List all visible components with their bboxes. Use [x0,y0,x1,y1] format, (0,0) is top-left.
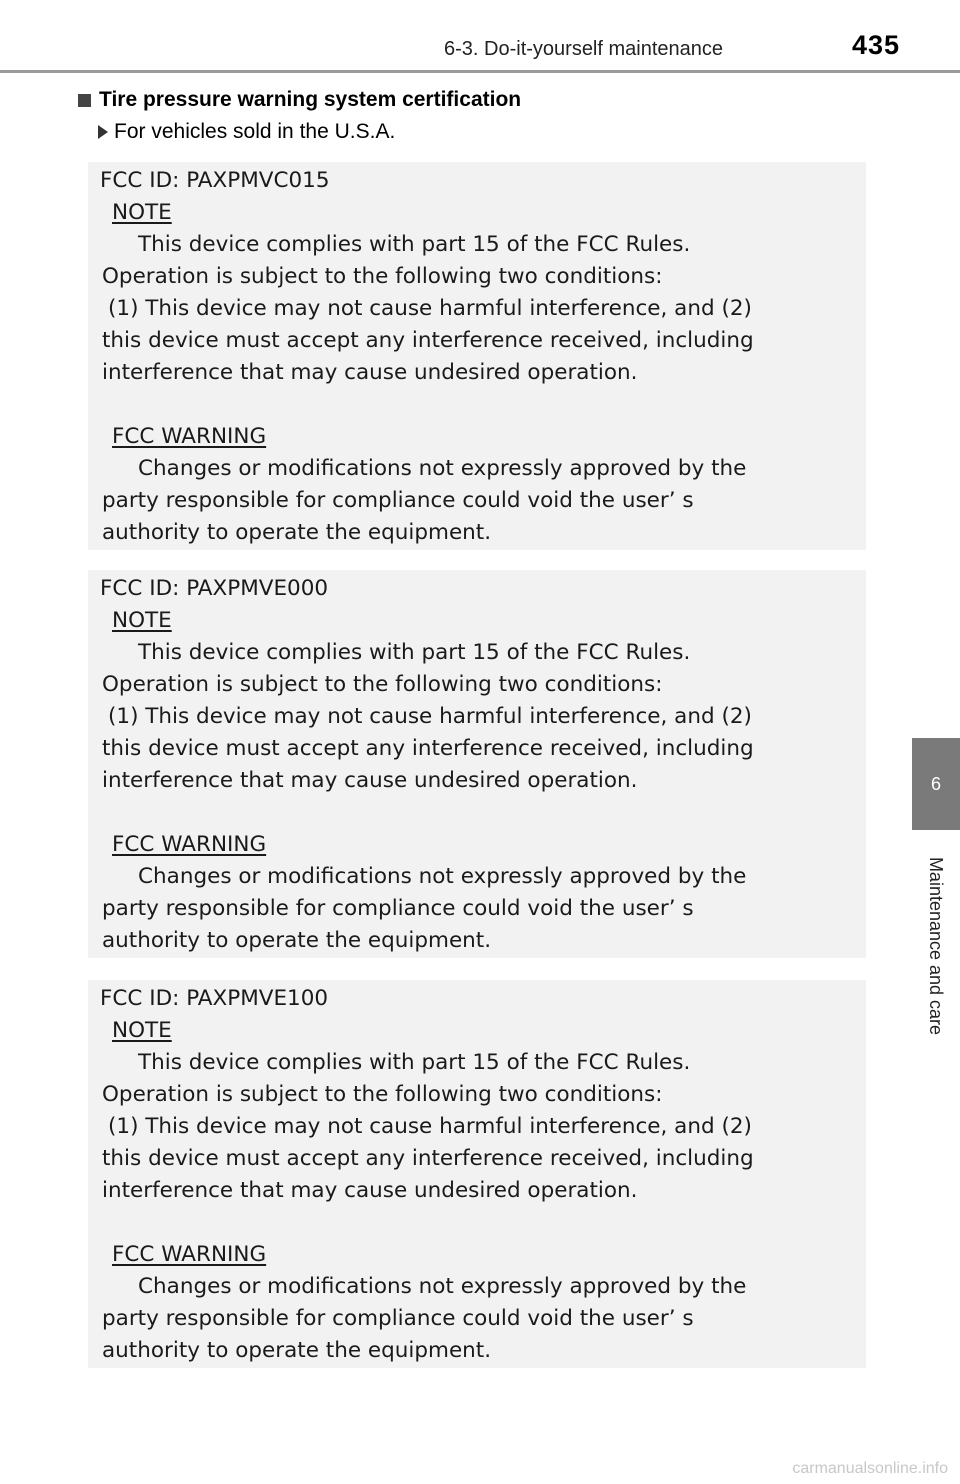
note-line: interference that may cause undesired operation. [102,1178,638,1203]
page-header [0,0,960,74]
note-title: NOTE [112,200,172,225]
page-number: 435 [852,30,901,60]
note-line: (1) This device may not cause harmful interference, and (2) [108,296,752,321]
note-line: interference that may cause undesired operation. [102,360,638,385]
note-line: This device complies with part 15 of the FCC Rules. [138,640,691,665]
note-line: this device must accept any interference received, including [102,328,754,353]
watermark: carmanualsonline.info [792,1460,948,1477]
warning-line: authority to operate the equipment. [102,928,492,953]
square-icon [78,94,91,107]
note-line: Operation is subject to the following two conditions: [102,264,663,289]
note-line: This device complies with part 15 of the FCC Rules. [138,232,691,257]
triangle-right-icon [98,125,108,139]
warning-title: FCC WARNING [112,832,267,857]
fcc-id: FCC ID: PAXPMVE000 [100,576,329,601]
note-line: this device must accept any interference received, including [102,1146,754,1171]
note-title: NOTE [112,1018,172,1043]
fcc-id: FCC ID: PAXPMVC015 [100,168,330,193]
section-title: 6-3. Do-it-yourself maintenance [444,38,724,60]
certification-panel [88,980,866,1368]
warning-title: FCC WARNING [112,1242,267,1267]
certification-panel [88,570,866,958]
section-heading-text: Tire pressure warning system certification [99,88,522,111]
warning-line: party responsible for compliance could void the user’ s [102,1306,694,1331]
note-line: Operation is subject to the following two conditions: [102,1082,663,1107]
warning-line: party responsible for compliance could void the user’ s [102,488,694,513]
warning-line: authority to operate the equipment. [102,520,492,545]
note-line: interference that may cause undesired operation. [102,768,638,793]
certification-panel [88,162,866,550]
note-line: This device complies with part 15 of the FCC Rules. [138,1050,691,1075]
note-line: this device must accept any interference received, including [102,736,754,761]
warning-line: Changes or modifications not expressly approved by the [138,456,747,481]
note-line: (1) This device may not cause harmful interference, and (2) [108,1114,752,1139]
warning-line: Changes or modifications not expressly approved by the [138,864,747,889]
region-bullet [98,120,395,144]
note-title: NOTE [112,608,172,633]
section-heading [78,88,521,112]
chapter-number: 6 [930,773,941,794]
region-bullet-text: For vehicles sold in the U.S.A. [114,120,396,143]
warning-title: FCC WARNING [112,424,267,449]
warning-line: authority to operate the equipment. [102,1338,492,1363]
warning-line: Changes or modifications not expressly approved by the [138,1274,747,1299]
warning-line: party responsible for compliance could void the user’ s [102,896,694,921]
fcc-id: FCC ID: PAXPMVE100 [100,986,329,1011]
header-divider [0,70,960,73]
chapter-label: Maintenance and care [926,856,946,1036]
note-line: (1) This device may not cause harmful interference, and (2) [108,704,752,729]
note-line: Operation is subject to the following two conditions: [102,672,663,697]
